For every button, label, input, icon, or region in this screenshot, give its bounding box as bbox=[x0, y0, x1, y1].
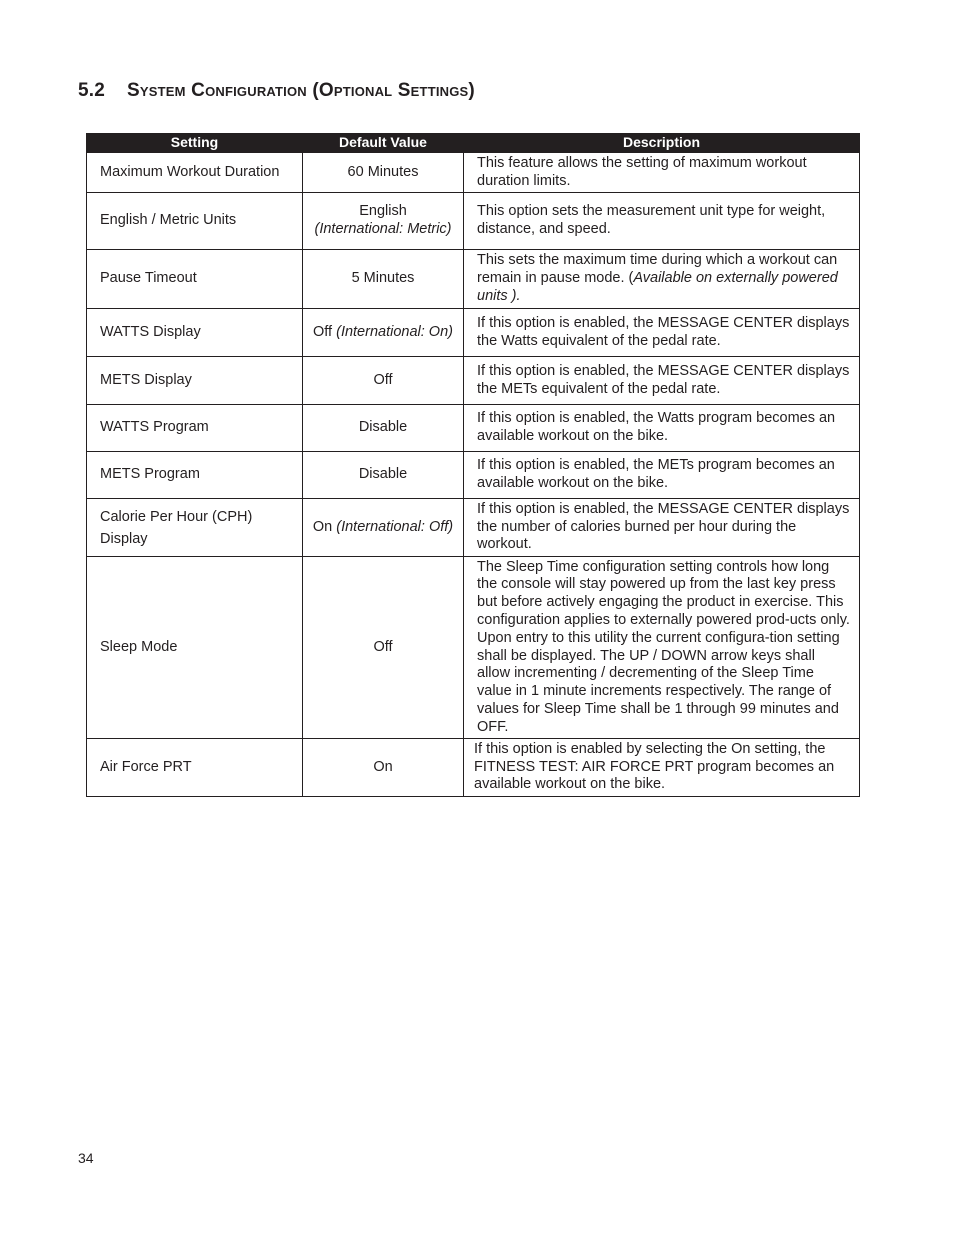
default-value: English bbox=[359, 203, 407, 220]
default-cell: 5 Minutes bbox=[303, 250, 464, 309]
description-cell: If this option is enabled, the MESSAGE CENTER displays the number of calories burned per hour during the workout. bbox=[464, 499, 860, 557]
setting-cell: Sleep Mode bbox=[87, 557, 303, 739]
default-cell: Off bbox=[303, 557, 464, 739]
setting-cell: METS Display bbox=[87, 357, 303, 405]
table-row bbox=[87, 357, 860, 405]
default-cell bbox=[303, 499, 464, 557]
default-international-note: (International: Metric) bbox=[314, 221, 452, 237]
table-row bbox=[87, 452, 860, 499]
table-row bbox=[87, 309, 860, 357]
setting-cell: Maximum Workout Duration bbox=[87, 153, 303, 193]
default-value: Off bbox=[313, 323, 333, 340]
default-cell bbox=[303, 309, 464, 357]
table-row bbox=[87, 153, 860, 193]
description-cell: If this option is enabled, the MESSAGE CENTER displays the METs equivalent of the pedal rate. bbox=[464, 357, 860, 405]
default-cell: 60 Minutes bbox=[303, 153, 464, 193]
section-heading bbox=[78, 80, 475, 102]
default-cell: On bbox=[303, 739, 464, 797]
description-text: This sets the maximum time during which a workout can remain in pause mode. ( bbox=[477, 252, 838, 287]
table-header-row bbox=[87, 134, 860, 153]
header-description: Description bbox=[464, 134, 860, 153]
table-row bbox=[87, 499, 860, 557]
default-cell: Off bbox=[303, 357, 464, 405]
setting-cell: English / Metric Units bbox=[87, 193, 303, 250]
table-row bbox=[87, 193, 860, 250]
default-cell: Disable bbox=[303, 405, 464, 452]
table-row bbox=[87, 739, 860, 797]
default-cell bbox=[303, 193, 464, 250]
description-cell: If this option is enabled by selecting the On setting, the FITNESS TEST: AIR FORCE PRT program becomes an available workout on the bike. bbox=[464, 739, 860, 797]
description-cell: The Sleep Time configuration setting controls how long the console will stay powered up from the last key press but before actively engaging the product in exercise. This configuration applies to externally powered prod-ucts only. Upon entry to this utility the current configura-tion setting shall be displayed. The UP / DOWN arrow keys shall allow incrementing / decrementing of the Sleep Time value in 1 minute increments respectively. The range of values for Sleep Time shall be 1 through 99 minutes and OFF. bbox=[464, 557, 860, 739]
table-row bbox=[87, 250, 860, 309]
description-cell: If this option is enabled, the METs program becomes an available workout on the bike. bbox=[464, 452, 860, 499]
default-cell: Disable bbox=[303, 452, 464, 499]
table-row bbox=[87, 557, 860, 739]
header-default-value: Default Value bbox=[303, 134, 464, 153]
setting-cell: METS Program bbox=[87, 452, 303, 499]
setting-cell: WATTS Program bbox=[87, 405, 303, 452]
description-cell: This feature allows the setting of maximum workout duration limits. bbox=[464, 153, 860, 193]
page-number: 34 bbox=[78, 1150, 94, 1166]
default-international-note: (International: Off) bbox=[336, 518, 454, 535]
table-row bbox=[87, 405, 860, 452]
description-cell: If this option is enabled, the Watts program becomes an available workout on the bike. bbox=[464, 405, 860, 452]
description-availability-note: Available on externally powered units ). bbox=[477, 270, 838, 304]
default-international-note: (International: On) bbox=[336, 323, 453, 340]
setting-cell: Calorie Per Hour (CPH) Display bbox=[87, 499, 303, 557]
section-number: 5.2 bbox=[78, 80, 106, 101]
setting-cell: WATTS Display bbox=[87, 309, 303, 357]
description-cell: If this option is enabled, the MESSAGE CENTER displays the Watts equivalent of the pedal rate. bbox=[464, 309, 860, 357]
section-title: System Configuration (Optional Settings) bbox=[127, 80, 475, 101]
description-cell: This option sets the measurement unit type for weight, distance, and speed. bbox=[464, 193, 860, 250]
header-setting: Setting bbox=[87, 134, 303, 153]
setting-cell: Pause Timeout bbox=[87, 250, 303, 309]
default-value: On bbox=[312, 518, 333, 535]
description-cell bbox=[464, 250, 860, 309]
setting-cell: Air Force PRT bbox=[87, 739, 303, 797]
configuration-table bbox=[86, 133, 860, 797]
